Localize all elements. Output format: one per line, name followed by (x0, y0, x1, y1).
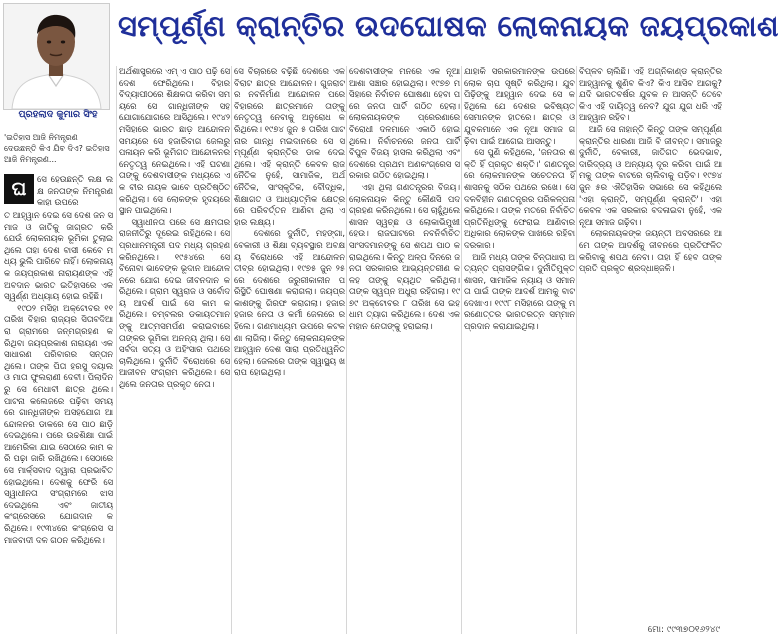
author-contact: ମୋ: ୯୯୩୭୦୧୬୨୪୯ (620, 623, 720, 637)
column-1-intro: ସେ ହେଉଛନ୍ତି ଲକ୍ଷ ଲକ୍ଷ ଜନତାଙ୍କ ନିମନ୍ତ୍ରଣ କାହା ଉପରେ (37, 174, 116, 208)
column-2-body: ଅର୍ଥଶାସ୍ତ୍ରରେ ଏମ୍ ଏ ପାଠ ପଢ଼ି ସେ ଦେଶ ଫେରିଥିଲେ। ବିହାର ବିଦ୍ୟାପୀଠରେ ଶିକ୍ଷକତା କରିବା ସମୟରେ ସେ ଗାନ୍ଧିଜୀଙ୍କ ସହ ଯୋଗାଯୋଗରେ ଆସିଥିଲେ। ୧୯୪୨ ମସିହାରେ ଭାରତ ଛାଡ଼ ଆନ୍ଦୋଳନ ସମୟରେ ସେ ହଜାରିବାଗ ଜେଲରୁ ପଳାୟନ କରି ଭୂମିଗତ ଆନ୍ଦୋଳନର ନେତୃତ୍ୱ ନେଇଥିଲେ। ଏହି ଘଟଣା ତାଙ୍କୁ ଦେଶବାସୀଙ୍କ ମଧ୍ୟରେ ଏକ ବୀର ନାୟକ ଭାବେ ପ୍ରତିଷ୍ଠିତ କରିଥିଲା। ସେ ଲୋକଙ୍କ ହୃଦୟରେ ସ୍ଥାନ ପାଇଥିଲେ। ସ୍ୱାଧୀନତା ପରେ ସେ କ୍ଷମତାର ରାଜନୀତିରୁ ଦୂରେଇ ରହିଥିଲେ। ସେ ପ୍ରଧାନମନ୍ତ୍ରୀ ପଦ ମଧ୍ୟ ଗ୍ରହଣ କରିନଥିଲେ। ୧୯୫୪ରେ ସେ ବିନୋବା ଭାବେଙ୍କ ଭୂଦାନ ଆନ୍ଦୋଳନରେ ଯୋଗ ଦେଇ ଜୀବନଦାନ କରିଥିଲେ। ଗ୍ରାମ ସ୍ୱରାଜ ଓ ସର୍ବୋଦୟ ଆଦର୍ଶ ପାଇଁ ସେ କାମ କରିଥିଲେ। ଚମ୍ବଲର ଡକାୟତମାନଙ୍କୁ ଆତ୍ମସମର୍ପଣ କରାଇବାରେ ତାଙ୍କର ଭୂମିକା ଅନନ୍ୟ ଥିଲା। ସେ ସର୍ବଦା ସତ୍ୟ ଓ ଅହିଂସାର ପଥରେ ଚାଲିଥିଲେ। ଦୁର୍ନୀତି ବିରୋଧରେ ସେ ଆଜୀବନ ସଂଗ୍ରାମ କରିଥିଲେ। ସେ ଥିଲେ ଜନତାର ପ୍ରକୃତ ନେତା। (119, 66, 230, 390)
article-headline: ସମ୍ପୂର୍ଣ୍ଣ କ୍ରାନ୍ତିର ଉଦଘୋଷକ ଲୋକନାୟକ ଜୟପ୍ରକାଶ (118, 9, 779, 43)
column-divider (231, 66, 232, 634)
column-3-body: ସେ ବିଚାରରେ ବଢ଼ିଛି ଦେଶରେ ଏକ ବିରାଟ ଛାତ୍ର ଆନ୍ଦୋଳନ। ଗୁଜରାଟର ନବନିର୍ମାଣ ଆନ୍ଦୋଳନ ପରେ ବିହାରରେ ଛାତ୍ରମାନେ ତାଙ୍କୁ ନେତୃତ୍ୱ ନେବାକୁ ଅନୁରୋଧ କରିଥିଲେ। ୧୯୭୪ ଜୁନ ୫ ତାରିଖ ପାଟନାର ଗାନ୍ଧି ମଇଦାନରେ ସେ ସମ୍ପୂର୍ଣ୍ଣ କ୍ରାନ୍ତିର ଡାକ ଦେଇଥିଲେ। ଏହି କ୍ରାନ୍ତି କେବଳ ରାଜନୈତିକ ନୁହେଁ, ସାମାଜିକ, ଅର୍ଥନୈତିକ, ସାଂସ୍କୃତିକ, ବୌଦ୍ଧିକ, ଶିକ୍ଷାଗତ ଓ ଆଧ୍ୟାତ୍ମିକ କ୍ଷେତ୍ରରେ ପରିବର୍ତ୍ତନ ଆଣିବା ଥିଲା ଏହାର ଲକ୍ଷ୍ୟ। ଦେଶରେ ଦୁର୍ନୀତି, ମହଙ୍ଗା, ବେକାରୀ ଓ ଶିକ୍ଷା ବ୍ୟବସ୍ଥାର ଅବକ୍ଷୟ ବିରୋଧରେ ଏହି ଆନ୍ଦୋଳନ ତୀବ୍ର ହୋଇଥିଲା। ୧୯୭୫ ଜୁନ ୨୫ରେ ଦେଶରେ ଜରୁରୀକାଳୀନ ପରିସ୍ଥିତି ଘୋଷଣା କରାଗଲା। ଜୟପ୍ରକାଶଙ୍କୁ ଗିରଫ କରାଗଲା। ହଜାର ହଜାର ନେତା ଓ କର୍ମୀ ଜେଲରେ ରହିଲେ। ଗଣମାଧ୍ୟମ ଉପରେ କଟକଣା ଲାଗିଲା। କିନ୍ତୁ ଲୋକନାୟକଙ୍କ ଆହ୍ୱାନ ଦେଶ ସାରା ପ୍ରତିଧ୍ୱନିତ ହେଲା। ଜେଲରେ ତାଙ୍କ ସ୍ୱାସ୍ଥ୍ୟ ଖରାପ ହୋଇଥିଲା। (234, 66, 345, 378)
column-divider (461, 66, 462, 634)
column-divider (116, 66, 117, 634)
column-divider (576, 66, 577, 634)
column-6-body: ବିପ୍ଳବ ଚାଲିଛି। ଏହି ଅଗ୍ନିକାଣ୍ଡ କ୍ରାନ୍ତିର ଆହ୍ୱାନକୁ ଶୁଣିବ କିଏ? କିଏ ଆସିବ ଆଗକୁ? ଯଦି ଭାରତବର୍ଷର ଯୁବକ ନ ଆସନ୍ତି ତେବେ କିଏ ଏହି ଦାୟିତ୍ୱ ନେବ? ଯୁଗ ଯୁଗ ଧରି ଏହି ଆହ୍ୱାନ ରହିବ। ଆଜି ସେ ନାହାନ୍ତି କିନ୍ତୁ ତାଙ୍କ ସମ୍ପୂର୍ଣ୍ଣ କ୍ରାନ୍ତିର ଧାରଣା ଆଜି ବି ଜୀବନ୍ତ। ସମାଜରୁ ଦୁର୍ନୀତି, ବେକାରୀ, ଜାତିଗତ ଭେଦଭାବ, ଦାରିଦ୍ର୍ୟ ଓ ଅନ୍ୟାୟ ଦୂର କରିବା ପାଇଁ ଆମକୁ ତାଙ୍କ ବାଟରେ ଚାଲିବାକୁ ପଡ଼ିବ। ୧୯୭୪ ଜୁନ ୫ର ଐତିହାସିକ ସଭାରେ ସେ କହିଥିଲେ 'ଏହା କ୍ରାନ୍ତି, ସମ୍ପୂର୍ଣ୍ଣ କ୍ରାନ୍ତି'। ଏହା କେବଳ ଏକ ସରକାର ବଦଳାଇବା ନୁହେଁ, ଏକ ନୂଆ ସମାଜ ଗଢ଼ିବା। ଲୋକନାୟକଙ୍କ ଜୟନ୍ତୀ ଅବସରରେ ଆମେ ତାଙ୍କ ଆଦର୍ଶକୁ ଜୀବନରେ ପ୍ରତିଫଳିତ କରିବାକୁ ଶପଥ ନେବା। ତାହା ହିଁ ହେବ ତାଙ୍କ ପ୍ରତି ପ୍ରକୃତ ଶ୍ରଦ୍ଧାଞ୍ଜଳି। (579, 66, 722, 274)
author-photo (3, 3, 110, 110)
author-caption: ପ୍ରହଲାଦ କୁମାର ସିଂହ (18, 109, 98, 120)
column-4-body: ଦେଶବାସୀଙ୍କ ମନରେ ଏକ ନୂଆ ଆଶା ସଞ୍ଚାର ହୋଇଥିଲା। ୧୯୭୭ ମସିହାରେ ନିର୍ବାଚନ ଘୋଷଣା ହେବା ପରେ ଜନତା ପାର୍ଟି ଗଠିତ ହେଲା। ଲୋକନାୟକଙ୍କ ପ୍ରେରଣାରେ ବିରୋଧୀ ଦଳମାନେ ଏକାଠି ହୋଇଥିଲେ। ନିର୍ବାଚନରେ ଜନତା ପାର୍ଟି ବିପୁଳ ବିଜୟ ହାସଲ କରିଥିଲା ଏବଂ ଦେଶରେ ପ୍ରଥମ ଅଣକଂଗ୍ରେସ ସରକାର ଗଠିତ ହୋଇଥିଲା। ଏହା ଥିଲା ଗଣତନ୍ତ୍ରର ବିଜୟ। ଲୋକନାୟକ କିନ୍ତୁ କୌଣସି ପଦ ଗ୍ରହଣ କରିନଥିଲେ। ସେ ଚାହୁଁଥିଲେ ଶାସନ ସ୍ୱଚ୍ଛ ଓ ଲୋକାଭିମୁଖୀ ହେଉ। ରାଜଘାଟରେ ନବନିର୍ବାଚିତ ସାଂସଦମାନଙ୍କୁ ସେ ଶପଥ ପାଠ କରାଇଥିଲେ। କିନ୍ତୁ ଅଳ୍ପ ଦିନରେ ଜନତା ସରକାରର ଆଭ୍ୟନ୍ତରୀଣ କଳହ ତାଙ୍କୁ ବ୍ୟଥିତ କରିଥିଲା। ତାଙ୍କ ସ୍ୱପ୍ନ ଅଧୁରା ରହିଗଲା। ୧୯୭୯ ଅକ୍ଟୋବର ୮ ତାରିଖ ସେ ଇହଧାମ ତ୍ୟାଗ କରିଥିଲେ। ଦେଶ ଏକ ମହାନ ନେତାଙ୍କୁ ହରାଇଲା। (349, 66, 460, 332)
pull-quote: 'ଇତିହାସ ଆଜି ନିମନ୍ତ୍ରଣ ଦେଉଛନ୍ତି କିଏ ଯିବ ଦିଏ? ଇତିହାସ ଆଜି ନିମନ୍ତ୍ରଣ... (4, 133, 110, 164)
column-divider (346, 66, 347, 634)
column-5-body: ଯାହାକି ସରକାରମାନଙ୍କ ଉପରେ ଲୋକ ଚାପ ସୃଷ୍ଟି କରିଥିଲା। ଯୁବପିଢ଼ିଙ୍କୁ ଆହ୍ୱାନ ଦେଇ ସେ କହିଥିଲେ ଯେ ଦେଶର ଭବିଷ୍ୟତ ସେମାନଙ୍କ ହାତରେ। ଛାତ୍ର ଓ ଯୁବକମାନେ ଏକ ନୂଆ ସମାଜ ଗଢ଼ିବା ପାଇଁ ଆଗେଇ ଆସନ୍ତୁ। ସେ ପୁଣି କହିଥିଲେ, 'ଜନତାର ଶକ୍ତି ହିଁ ପ୍ରକୃତ ଶକ୍ତି।' ଗଣତନ୍ତ୍ରରେ ଲୋକମାନଙ୍କ ସଚେତନତା ହିଁ ଶାସନକୁ ସଠିକ ପଥରେ ରଖେ। ସେ ଦଳବିହୀନ ଗଣତନ୍ତ୍ରର ପରିକଳ୍ପନା କରିଥିଲେ। ତାଙ୍କ ମତରେ ନିର୍ବାଚିତ ପ୍ରତିନିଧିଙ୍କୁ ଫେରାଇ ଆଣିବାର ଅଧିକାର ଲୋକଙ୍କ ପାଖରେ ରହିବା ଦରକାର। ଆଜି ମଧ୍ୟ ତାଙ୍କ ଚିନ୍ତାଧାରା ଅତ୍ୟନ୍ତ ପ୍ରାସଙ୍ଗିକ। ଦୁର୍ନୀତିମୁକ୍ତ ଶାସନ, ସାମାଜିକ ନ୍ୟାୟ ଓ ସମାନତା ପାଇଁ ତାଙ୍କ ଆଦର୍ଶ ଆମକୁ ବାଟ ଦେଖାଏ। ୧୯୯୮ ମସିହାରେ ତାଙ୍କୁ ମରଣୋତ୍ତର ଭାରତରତ୍ନ ସମ୍ମାନ ପ୍ରଦାନ କରାଯାଇଥିଲା। (464, 66, 575, 332)
portrait-icon (4, 4, 109, 109)
drop-cap: ଘ (4, 174, 34, 204)
column-1-body: ତ ଆହ୍ୱାନ ଦେଇ ସେ ଦେଶ ଜନ ସମାଜ ଓ ଜାତିକୁ ଜାଗ୍ରତ କରି ଯେଉଁ ଲୋକନାୟକ ଭୂମିକା ତୁଲାଇଥିଲେ ତାହା ଦେଶ ବାସୀ କେବେ ମଧ୍ୟ ଭୁଲି ପାରିବେ ନାହିଁ। ଲୋକନାୟକ ଜୟପ୍ରକାଶ ନାରାୟଣଙ୍କ ଏହି ଅବଦାନ ଭାରତ ଇତିହାସରେ ଏକ ସ୍ୱର୍ଣ୍ଣ ଅଧ୍ୟାୟ ହୋଇ ରହିଛି। ୧୯୦୨ ମସିହା ଅକ୍ଟୋବର ୧୧ ତାରିଖ ବିହାର ରାଜ୍ୟର ସିତାବଦିଆରା ଗ୍ରାମରେ ଜନ୍ମଗ୍ରହଣ କରିଥିବା ଜୟପ୍ରକାଶ ନାରାୟଣ ଏକ ସାଧାରଣ ପରିବାରର ସନ୍ତାନ ଥିଲେ। ତାଙ୍କ ପିତା ହରସୁ ଦୟାଲ ଓ ମାତା ଫୁଲରାଣୀ ଦେବୀ। ପିଲାଦିନରୁ ସେ ମେଧାବୀ ଛାତ୍ର ଥିଲେ। ପାଟନା କଲେଜରେ ପଢ଼ିବା ସମୟରେ ଗାନ୍ଧିଜୀଙ୍କ ଅସହଯୋଗ ଆନ୍ଦୋଳନର ଡାକରେ ସେ ପାଠ ଛାଡ଼ି ଦେଇଥିଲେ। ପରେ ଉଚ୍ଚଶିକ୍ଷା ପାଇଁ ଆମେରିକା ଯାଇ ସେଠାରେ କାମ କରି ପଢ଼ା ଜାରି ରଖିଥିଲେ। ସେଠାରେ ସେ ମାର୍କ୍ସବାଦ ଦ୍ୱାରା ପ୍ରଭାବିତ ହୋଇଥିଲେ। ଦେଶକୁ ଫେରି ସେ ସ୍ୱାଧୀନତା ସଂଗ୍ରାମରେ ଝାସ ଦେଇଥିଲେ ଏବଂ ଜାତୀୟ କଂଗ୍ରେସରେ ଯୋଗଦାନ କରିଥିଲେ। ୧୯୩୪ରେ କଂଗ୍ରେସ ସମାଜବାଦୀ ଦଳ ଗଠନ କରିଥିଲେ। (4, 210, 113, 545)
